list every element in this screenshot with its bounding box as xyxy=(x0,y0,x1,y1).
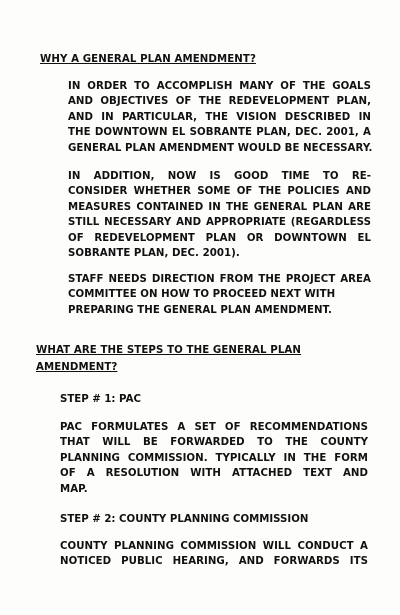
section-heading-why: WHY A GENERAL PLAN AMENDMENT? xyxy=(40,54,256,65)
paragraph-line: OF REDEVELOPMENT PLAN OR DOWNTOWN EL xyxy=(68,232,371,244)
paragraph-goals xyxy=(68,79,371,156)
paragraph-line: GENERAL PLAN AMENDMENT WOULD BE NECESSARY. xyxy=(68,142,373,154)
step-2-title: STEP # 2: COUNTY PLANNING COMMISSION xyxy=(60,514,309,525)
step-2-description xyxy=(60,539,368,570)
paragraph-line: IN ADDITION, NOW IS GOOD TIME TO RE- xyxy=(68,171,371,182)
step-1-title: STEP # 1: PAC xyxy=(60,394,141,405)
heading-line: AMENDMENT? xyxy=(36,362,118,373)
paragraph-line: STAFF NEEDS DIRECTION FROM THE PROJECT AREA xyxy=(68,274,371,285)
paragraph-staff-direction xyxy=(68,272,371,318)
paragraph-reconsider xyxy=(68,169,371,261)
heading-line: WHAT ARE THE STEPS TO THE GENERAL PLAN xyxy=(36,345,302,356)
paragraph-line: OF A RESOLUTION WITH ATTACHED TEXT AND xyxy=(60,468,368,480)
paragraph-line: AND IN PARTICULAR, THE VISION DESCRIBED IN xyxy=(68,111,371,123)
paragraph-line: THAT WILL BE FORWARDED TO THE COUNTY xyxy=(60,437,368,449)
paragraph-line: SOBRANTE PLAN, DEC. 2001). xyxy=(68,248,240,260)
paragraph-line: IN ORDER TO ACCOMPLISH MANY OF THE GOALS xyxy=(68,81,371,92)
paragraph-line: PREPARING THE GENERAL PLAN AMENDMENT. xyxy=(68,304,332,316)
step-1-description xyxy=(60,420,368,497)
paragraph-line: THE DOWNTOWN EL SOBRANTE PLAN, DEC. 2001, A xyxy=(68,127,371,139)
paragraph-line: COUNTY PLANNING COMMISSION WILL CONDUCT A xyxy=(60,541,368,552)
paragraph-line: NOTICED PUBLIC HEARING, AND FORWARDS ITS xyxy=(60,556,368,568)
paragraph-line: PLANNING COMMISSION. TYPICALLY IN THE FORM xyxy=(60,452,368,464)
paragraph-line: PAC FORMULATES A SET OF RECOMMENDATIONS xyxy=(60,422,368,433)
paragraph-line: STILL NECESSARY AND APPROPRIATE (REGARDLESS xyxy=(68,217,371,229)
paragraph-line: MAP. xyxy=(60,483,88,495)
paragraph-line: AND OBJECTIVES OF THE REDEVELOPMENT PLAN, xyxy=(68,96,371,108)
paragraph-line: CONSIDER WHETHER SOME OF THE POLICIES AND xyxy=(68,186,371,198)
paragraph-line: MEASURES CONTAINED IN THE GENERAL PLAN ARE xyxy=(68,201,371,213)
paragraph-line: COMMITTEE ON HOW TO PROCEED NEXT WITH xyxy=(68,289,336,301)
section-heading-steps xyxy=(36,344,301,375)
